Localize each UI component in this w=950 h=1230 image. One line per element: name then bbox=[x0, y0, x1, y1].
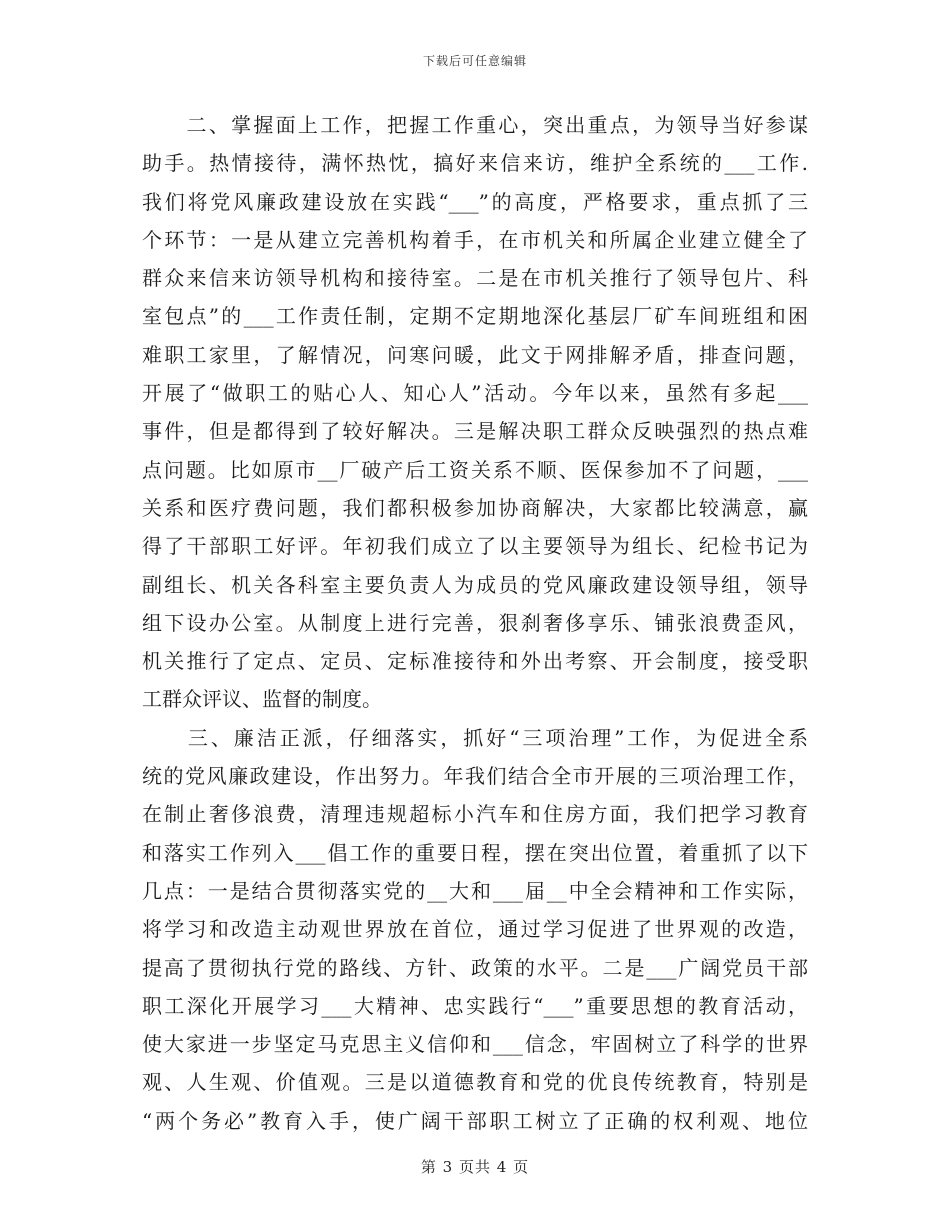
text-line: 室包点”的___工作责任制，定期不定期地深化基层厂矿车间班组和困 bbox=[142, 304, 808, 329]
text-line: 观、人生观、价值观。三是以道德教育和党的优良传统教育，特别是 bbox=[142, 1070, 808, 1095]
text-line: 几点：一是结合贯彻落实党的__大和___届__中全会精神和工作实际， bbox=[142, 878, 808, 903]
text-line: “两个务必”教育入手，使广阔干部职工树立了正确的权利观、地位 bbox=[142, 1108, 808, 1133]
text-line: 机关推行了定点、定员、定标准接待和外出考察、开会制度，接受职 bbox=[142, 649, 808, 674]
text-line: 在制止奢侈浪费，清理违规超标小汽车和住房方面，我们把学习教育 bbox=[142, 802, 808, 827]
text-line: 我们将党风廉政建设放在实践“___”的高度，严格要求，重点抓了三 bbox=[142, 189, 808, 214]
text-line: 将学习和改造主动观世界放在首位，通过学习促进了世界观的改造， bbox=[142, 917, 808, 942]
text-line: 助手。热情接待，满怀热忱，搞好来信来访，维护全系统的___工作. bbox=[142, 151, 808, 176]
text-line: 事件，但是都得到了较好解决。三是解决职工群众反映强烈的热点难 bbox=[142, 419, 808, 444]
text-line: 组下设办公室。从制度上进行完善，狠刹奢侈享乐、铺张浪费歪风， bbox=[142, 610, 808, 635]
text-line: 开展了“做职工的贴心人、知心人”活动。今年以来，虽然有多起___ bbox=[142, 381, 808, 406]
text-line: 三、廉洁正派，仔细落实，抓好“三项治理”工作，为促进全系 bbox=[142, 725, 808, 750]
text-line: 点问题。比如原市__厂破产后工资关系不顺、医保参加不了问题，___ bbox=[142, 457, 808, 482]
page-header: 下载后可任意编辑 bbox=[422, 54, 527, 68]
text-line: 使大家进一步坚定马克思主义信仰和___信念，牢固树立了科学的世界 bbox=[142, 1032, 808, 1057]
text-line: 提高了贯彻执行党的路线、方针、政策的水平。二是___广阔党员干部 bbox=[142, 955, 808, 980]
text-line: 难职工家里，了解情况，问寒问暖，此文于网排解矛盾，排查问题， bbox=[142, 342, 808, 367]
text-line: 群众来信来访领导机构和接待室。二是在市机关推行了领导包片、科 bbox=[142, 266, 808, 291]
text-line: 统的党风廉政建设，作出努力。年我们结合全市开展的三项治理工作， bbox=[142, 764, 808, 789]
page-footer: 第 3 页共 4 页 bbox=[420, 1158, 530, 1176]
text-line: 个环节：一是从建立完善机构着手，在市机关和所属企业建立健全了 bbox=[142, 227, 808, 252]
text-line: 和落实工作列入___倡工作的重要日程，摆在突出位置，着重抓了以下 bbox=[142, 840, 808, 865]
text-line: 职工深化开展学习___大精神、忠实践行“___”重要思想的教育活动， bbox=[142, 993, 808, 1018]
text-line: 得了干部职工好评。年初我们成立了以主要领导为组长、纪检书记为 bbox=[142, 534, 808, 559]
text-line: 副组长、机关各科室主要负责人为成员的党风廉政建设领导组，领导 bbox=[142, 572, 808, 597]
text-line: 工群众评议、监督的制度。 bbox=[142, 687, 382, 712]
document-body bbox=[142, 106, 808, 1140]
text-line: 关系和医疗费问题，我们都积极参加协商解决，大家都比较满意，赢 bbox=[142, 495, 808, 520]
text-line: 二、掌握面上工作，把握工作重心，突出重点，为领导当好参谋 bbox=[142, 113, 808, 137]
